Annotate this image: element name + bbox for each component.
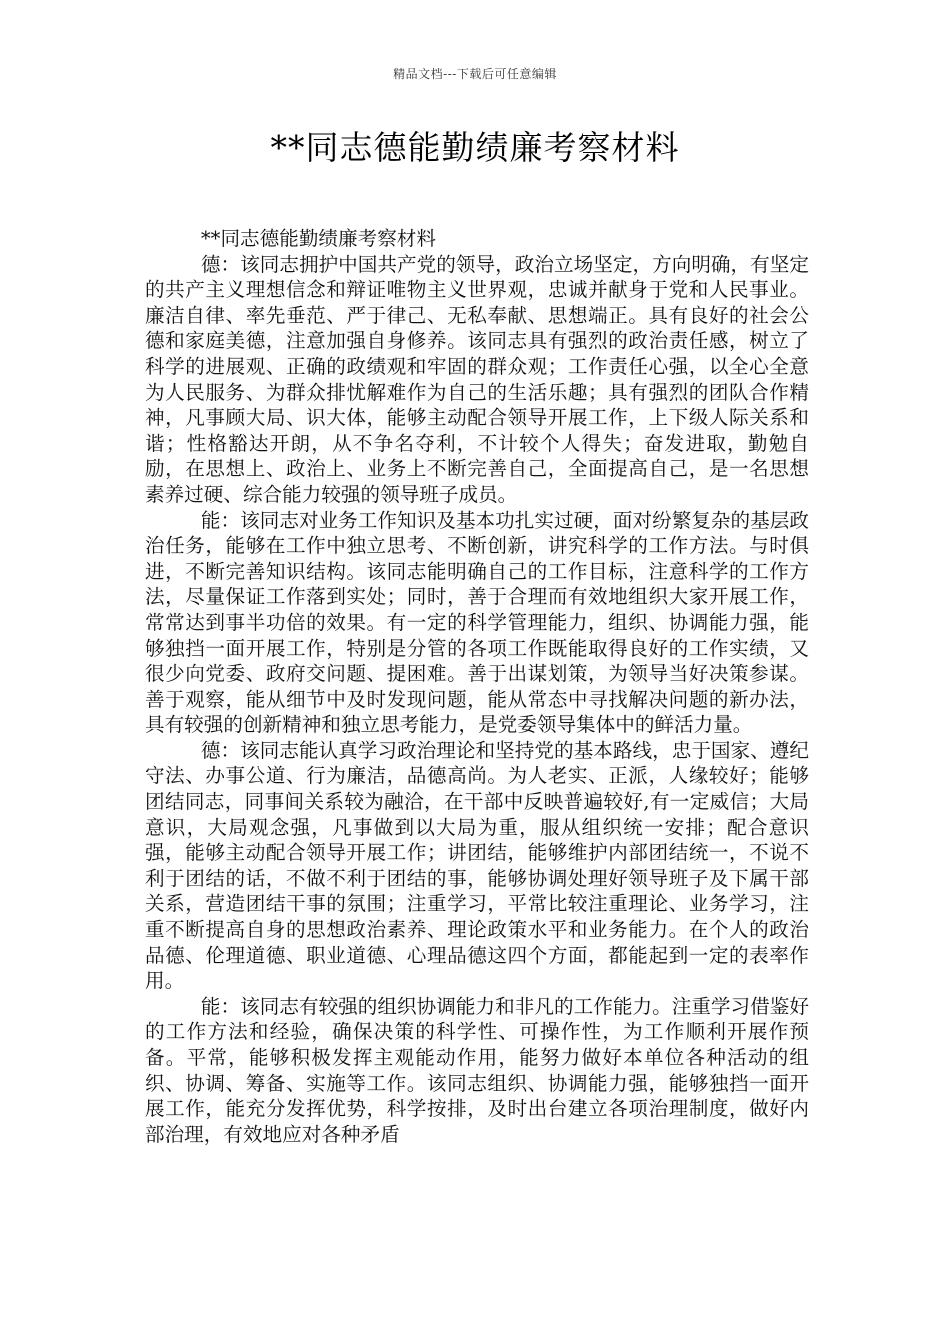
paragraph-de-2: 德：该同志能认真学习政治理论和坚持党的基本路线，忠于国家、遵纪守法、办事公道、行为廉洁，品德高尚。为人老实、正派，人缘较好；能够团结同志，同事间关系较为融洽，在干部中反映普遍较好,有一定威信；大局意识，大局观念强，凡事做到以大局为重，服从组织统一安排；配合意识强，能够主动配合领导开展工作；讲团结，能够维护内部团结统一，不说不利于团结的话，不做不利于团结的事，能够协调处理好领导班子及下属干部关系，营造团结干事的氛围；注重学习，平常比较注重理论、业务学习，注重不断提高自身的思想政治素养、理论政策水平和业务能力。在个人的政治品德、伦理道德、职业道德、心理品德这四个方面，都能起到一定的表率作用。 bbox=[145, 738, 809, 993]
paragraph-neng-1: 能：该同志对业务工作知识及基本功扎实过硬，面对纷繁复杂的基层政治任务，能够在工作中独立思考、不断创新，讲究科学的工作方法。与时俱进，不断完善知识结构。该同志能明确自己的工作目标，注意科学的工作方法，尽量保证工作落到实处；同时，善于合理而有效地组织大家开展工作，常常达到事半功倍的效果。有一定的科学管理能力，组织、协调能力强，能够独挡一面开展工作，特别是分管的各项工作既能取得良好的工作实绩，又很少向党委、政府交问题、提困难。善于出谋划策，为领导当好决策参谋。善于观察，能从细节中及时发现问题，能从常态中寻找解决问题的新办法，具有较强的创新精神和独立思考能力，是党委领导集体中的鲜活力量。 bbox=[145, 508, 809, 737]
document-body bbox=[145, 226, 809, 1147]
paragraph-de-1: 德：该同志拥护中国共产党的领导，政治立场坚定，方向明确，有坚定的共产主义理想信念和辩证唯物主义世界观，忠诚并献身于党和人民事业。廉洁自律、率先垂范、严于律己、无私奉献、思想端正。具有良好的社会公德和家庭美德，注意加强自身修养。该同志具有强烈的政治责任感，树立了科学的进展观、正确的政绩观和牢固的群众观；工作责任心强，以全心全意为人民服务、为群众排忧解难作为自己的生活乐趣；具有强烈的团队合作精神，凡事顾大局、识大体，能够主动配合领导开展工作，上下级人际关系和谐；性格豁达开朗，从不争名夺利，不计较个人得失；奋发进取，勤勉自励，在思想上、政治上、业务上不断完善自己，全面提高自己，是一名思想素养过硬、综合能力较强的领导班子成员。 bbox=[145, 252, 809, 506]
document-subtitle: **同志德能勤绩廉考察材料 bbox=[200, 227, 436, 250]
page-header-note: 精品文档---下载后可任意编辑 bbox=[393, 67, 557, 81]
document-title: **同志德能勤绩廉考察材料 bbox=[270, 128, 680, 167]
paragraph-neng-2: 能：该同志有较强的组织协调能力和非凡的工作能力。注重学习借鉴好的工作方法和经验，确保决策的科学性、可操作性，为工作顺利开展作预备。平常，能够积极发挥主观能动作用，能努力做好本单位各种活动的组织、协调、筹备、实施等工作。该同志组织、协调能力强，能够独挡一面开展工作，能充分发挥优势，科学按排，及时出台建立各项治理制度，做好内部治理，有效地应对各种矛盾 bbox=[145, 994, 809, 1146]
